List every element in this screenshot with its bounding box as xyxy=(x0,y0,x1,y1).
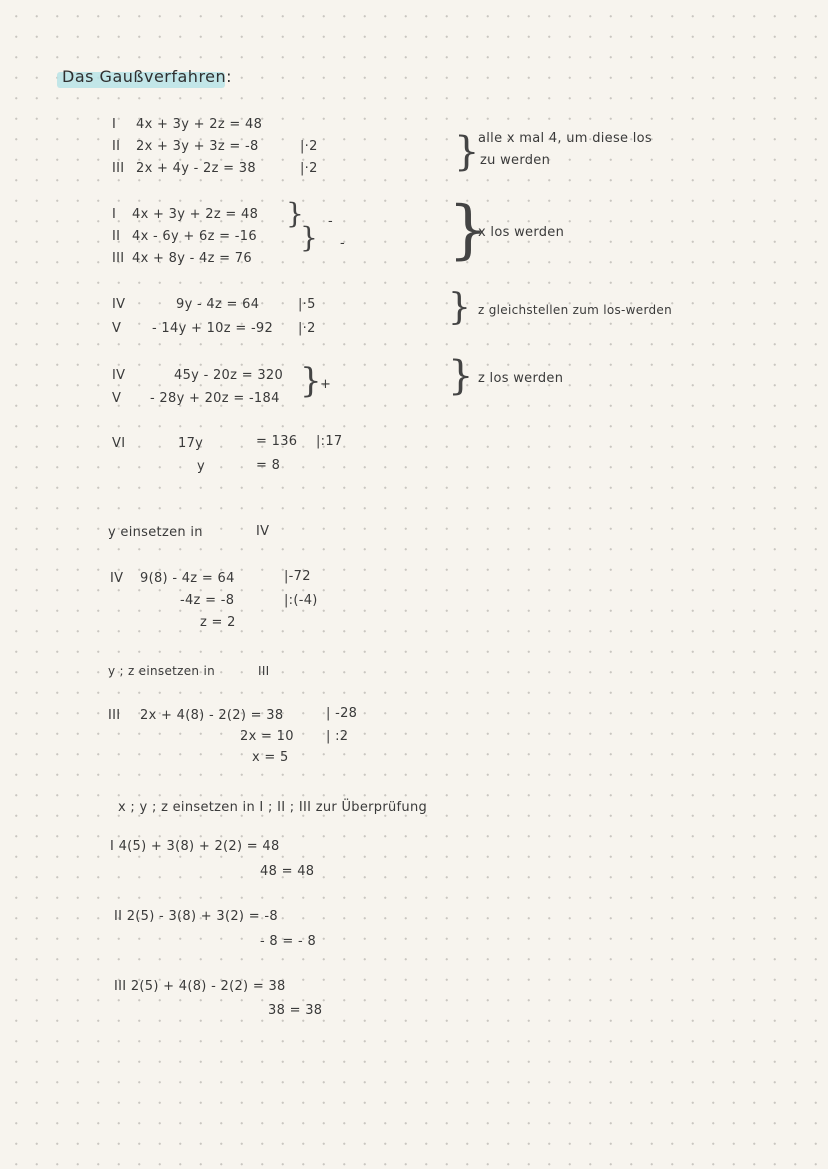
b1-note-2: zu werden xyxy=(480,153,551,168)
b2-right-brace: } xyxy=(448,193,489,267)
b1-eq-3: 2x + 4y - 2z = 38 xyxy=(136,161,256,176)
b4-eq-2: - 28y + 20z = -184 xyxy=(150,391,280,406)
step1-op-1: |-72 xyxy=(284,569,311,584)
check-1-line-1: I 4(5) + 3(8) + 2(2) = 48 xyxy=(110,839,280,854)
step2-heading-roman: III xyxy=(258,664,270,678)
b3-op-2: |·2 xyxy=(298,321,316,336)
b4-brace: } xyxy=(300,361,322,401)
b1-roman-3: III xyxy=(112,161,125,176)
b5-rhs-1: = 136 xyxy=(256,434,298,449)
step1-line-2: -4z = -8 xyxy=(180,593,235,608)
b5-op-1: |:17 xyxy=(316,434,343,449)
b4-plus: + xyxy=(320,377,332,392)
check-2-line-1: II 2(5) - 3(8) + 3(2) = -8 xyxy=(114,909,278,924)
b4-note: z los werden xyxy=(478,371,564,386)
b3-roman-1: IV xyxy=(112,297,126,312)
b4-roman-2: V xyxy=(112,391,122,406)
b4-eq-1: 45y - 20z = 320 xyxy=(174,368,284,383)
b5-rhs-2: = 8 xyxy=(256,458,281,473)
page-title: Das Gaußverfahren: xyxy=(62,67,233,86)
step2-line-3: x = 5 xyxy=(252,750,289,765)
step2-roman: III xyxy=(108,708,121,723)
b2-eq-2: 4x - 6y + 6z = -16 xyxy=(132,229,257,244)
b3-op-1: |·5 xyxy=(298,297,316,312)
step1-line-3: z = 2 xyxy=(200,615,236,630)
b2-brace-1: } xyxy=(286,197,304,230)
b1-roman-1: I xyxy=(112,117,117,132)
check-heading: x ; y ; z einsetzen in I ; II ; III zur Überprüfung xyxy=(118,800,428,815)
b3-note: z gleichstellen zum los-werden xyxy=(478,303,672,317)
check-3-line-2: 38 = 38 xyxy=(268,1003,323,1018)
b4-roman-1: IV xyxy=(112,368,126,383)
b2-eq-1: 4x + 3y + 2z = 48 xyxy=(132,207,259,222)
b2-roman-3: III xyxy=(112,251,125,266)
b2-roman-1: I xyxy=(112,207,117,222)
check-2-line-2: - 8 = - 8 xyxy=(260,934,317,949)
step2-line-2: 2x = 10 xyxy=(240,729,294,744)
b5-lhs-1: 17y xyxy=(178,436,204,451)
b3-roman-2: V xyxy=(112,321,122,336)
b2-eq-3: 4x + 8y - 4z = 76 xyxy=(132,251,252,266)
b4-right-brace: } xyxy=(448,353,474,399)
b1-note-1: alle x mal 4, um diese los xyxy=(478,131,652,146)
step1-op-2: |:(-4) xyxy=(284,593,318,608)
step2-op-1: | -28 xyxy=(326,706,358,721)
b1-roman-2: II xyxy=(112,139,121,154)
step2-line-1: 2x + 4(8) - 2(2) = 38 xyxy=(140,708,284,723)
b2-note: x los werden xyxy=(478,225,565,240)
step1-roman: IV xyxy=(110,571,124,586)
b3-eq-1: 9y - 4z = 64 xyxy=(176,297,260,312)
b2-brace-2: } xyxy=(300,221,318,254)
b3-eq-2: - 14y + 10z = -92 xyxy=(152,321,274,336)
b2-minus-1: - xyxy=(328,214,333,229)
b5-lhs-2: y xyxy=(197,459,205,474)
b2-roman-2: II xyxy=(112,229,121,244)
check-3-line-1: III 2(5) + 4(8) - 2(2) = 38 xyxy=(114,979,286,994)
step2-op-2: | :2 xyxy=(326,729,349,744)
b1-op-3: |·2 xyxy=(300,161,318,176)
b2-minus-2: - xyxy=(340,236,345,251)
step1-heading-roman: IV xyxy=(256,524,270,539)
step2-heading: y ; z einsetzen in xyxy=(108,664,215,678)
step1-line-1: 9(8) - 4z = 64 xyxy=(140,571,235,586)
b5-roman: VI xyxy=(112,436,126,451)
b1-eq-2: 2x + 3y + 3z = -8 xyxy=(136,139,259,154)
b1-op-2: |·2 xyxy=(300,139,318,154)
b1-eq-1: 4x + 3y + 2z = 48 xyxy=(136,117,263,132)
step1-heading: y einsetzen in xyxy=(108,525,203,540)
b3-right-brace: } xyxy=(448,287,471,328)
check-1-line-2: 48 = 48 xyxy=(260,864,315,879)
b1-brace: } xyxy=(454,129,480,175)
